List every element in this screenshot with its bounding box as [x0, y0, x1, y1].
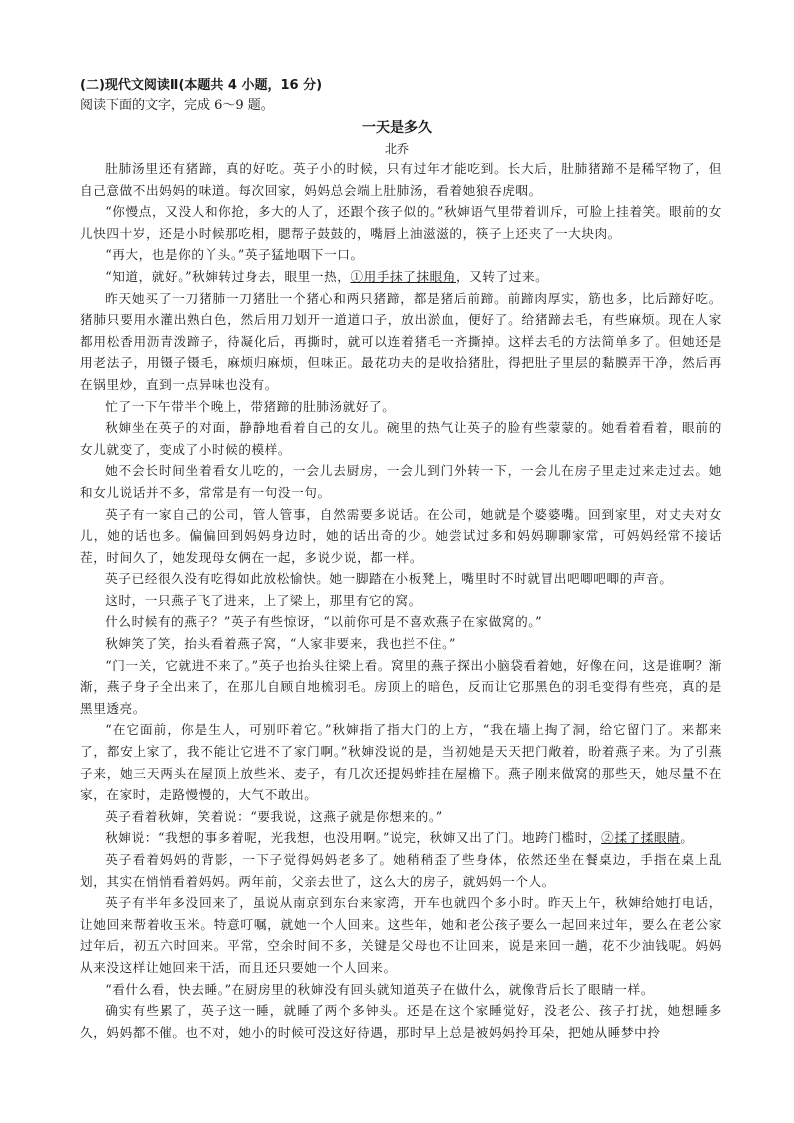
paragraph	[80, 806, 722, 828]
underlined-phrase: ②揉了揉眼睛	[601, 830, 681, 846]
paragraph	[80, 633, 722, 655]
paragraph-text: 这时，一只燕子飞了进来，上了梁上，那里有它的窝。	[105, 592, 422, 608]
paragraph	[80, 504, 722, 569]
paragraph-text: 英子看着秋婶，笑着说：“要我说，这燕子就是你想来的。”	[105, 808, 443, 824]
paragraph-text: “你慢点，又没人和你抢，多大的人了，还跟个孩子似的。”秋婶语气里带着训斥，可脸上挂着笑。眼前的女儿快四十岁，还是小时候那吃相，腮帮子鼓鼓的，嘴唇上油滋滋的，筷子上还夹了一大块肉。	[80, 204, 722, 241]
paragraph	[80, 201, 722, 244]
paragraph-text: 英子有半年多没回来了，虽说从南京到东台来家湾，开车也就四个多小时。昨天上午，秋婶给她打电话，让她回来帮着收玉米。特意叮嘱，就她一个人回来。这些年，她和老公孩子要么一起回来过年，要么在老公家过年后，初五六时回来。平常，空余时间不多，关键是父母也不让回来，说是来回一趟，花不少油钱呢。妈妈从来没这样让她回来干活，而且还只要她一个人回来。	[80, 895, 722, 975]
paragraph-text: 忙了一下午带半个晚上，带猪蹄的肚肺汤就好了。	[105, 398, 396, 414]
story-body	[80, 158, 722, 1043]
paragraph	[80, 611, 722, 633]
reading-instruction: 阅读下面的文字，完成 6～9 题。	[80, 98, 274, 113]
paragraph	[80, 849, 722, 892]
paragraph-text: “在它面前，你是生人，可别吓着它。”秋婶指了指大门的上方，“我在墙上掏了洞，给它留门了。来都来了，都安上家了，我不能让它进不了家门啊。”秋婶没说的是，当初她是天天把门敞着，盼着燕子来。为了引燕子来，她三天两头在屋顶上放些米、麦子，有几次还提妈蚱挂在屋檐下。燕子刚来做窝的那些天，她尽量不在家，在家时，走路慢慢的，大气不敢出。	[80, 722, 722, 803]
paragraph-text: 肚肺汤里还有猪蹄，真的好吃。英子小的时候，只有过年才能吃到。长大后，肚肺猪蹄不是稀罕物了，但自己意做不出妈妈的味道。每次回家，妈妈总会端上肚肺汤，看着她狼吞虎咽。	[80, 161, 722, 198]
paragraph-text: 她不会长时间坐着看女儿吃的，一会儿去厨房，一会儿到门外转一下，一会儿在房子里走过来走过去。她和女儿说话并不多，常常是有一句没一句。	[80, 463, 722, 500]
paragraph	[80, 590, 722, 612]
paragraph	[80, 892, 722, 978]
paragraph	[80, 719, 722, 805]
paragraph	[80, 158, 722, 201]
paragraph-text: 秋婶笑了笑，抬头看着燕子窝，“人家非要来，我也拦不住。”	[105, 636, 457, 652]
paragraph-text: 英子有一家自己的公司，管人管事，自然需要多说话。在公司，她就是个婆婆嘴。回到家里，对丈夫对女儿，她的话也多。偏偏回到妈妈身边时，她的话出奇的少。她尝试过多和妈妈聊聊家常，可妈妈经常不接话茬，时间久了，她发现母女俩在一起，多说少说，都一样。	[80, 506, 722, 565]
paragraph	[80, 396, 722, 418]
paragraph-text: “看什么看，快去睡。”在厨房里的秋婶没有回头就知道英子在做什么，就像背后长了眼睛一样。	[105, 981, 654, 997]
story-title: 一天是多久	[362, 120, 432, 136]
question-header	[80, 76, 740, 116]
paragraph-text: “门一关，它就进不来了。”英子也抬头往梁上看。窝里的燕子探出小脑袋看着她，好像在问，这是谁啊？渐渐，燕子身子全出来了，在那儿自顾自地梳羽毛。房顶上的暗色，反而让它那黑色的羽毛变得有些亮，真的是黑里透亮。	[80, 657, 722, 716]
paragraph-text: 什么时候有的燕子？”英子有些惊讶，“以前你可是不喜欢燕子在家做窝的。”	[105, 614, 543, 630]
paragraph	[80, 460, 722, 503]
paragraph	[80, 417, 722, 460]
paragraph	[80, 288, 722, 396]
story-author: 北乔	[384, 142, 409, 156]
paragraph-text: 昨天她买了一刀猪肺一刀猪肚一个猪心和两只猪蹄，都是猪后前蹄。前蹄肉厚实，筋也多，比后蹄好吃。猪肺只要用水灌出熟白色，然后用刀划开一道道口子，放出淤血，便好了。给猪蹄去毛，有些麻烦。现在人家都用松香用沥青泼蹄子，待凝化后，再撕时，就可以连着猪毛一齐撕掉。这样去毛的方法简单多了。但她还是用老法子，用镊子镊毛，麻烦归麻烦，但味正。最花功夫的是收拾猪肚，得把肚子里层的黏膜弄干净，然后再在锅里炒，直到一点异味也没有。	[80, 290, 722, 392]
paragraph-text: 。	[680, 830, 694, 846]
paragraph-text: “知道，就好。”秋婶转过身去，眼里一热，	[105, 268, 351, 284]
paragraph	[80, 244, 722, 266]
underlined-phrase: ①用手抹了抹眼角	[350, 268, 457, 284]
paragraph	[80, 655, 722, 720]
paragraph	[80, 1000, 722, 1043]
paragraph-text: 秋婶说：“我想的事多着呢，光我想，也没用啊。”说完，秋婶又出了门。地跨门槛时，	[105, 830, 602, 846]
paragraph	[80, 979, 722, 1001]
paragraph	[80, 266, 722, 288]
paragraph	[80, 568, 722, 590]
paragraph-text: ，又转了过来。	[456, 268, 549, 284]
section-title: (二)现代文阅读Ⅱ(本题共 4 小题，16 分)	[80, 78, 323, 93]
paragraph-text: “再大，也是你的丫头。”英子猛地咽下一口。	[105, 247, 364, 263]
paragraph-text: 确实有些累了，英子这一睡，就睡了两个多钟头。还是在这个家睡觉好，没老公、孩子打扰，她想睡多久，妈妈都不催。也不对，她小的时候可没这好待遇，那时早上总是被妈妈拎耳朵，把她从睡梦中拎	[80, 1003, 722, 1040]
paragraph-text: 英子已经很久没有吃得如此放松愉快。她一脚踏在小板凳上，嘴里时不时就冒出吧唧吧唧的声音。	[105, 571, 673, 587]
paragraph	[80, 827, 722, 849]
paragraph-text: 英子看着妈妈的背影，一下子觉得妈妈老多了。她稍稍歪了些身体，依然还坐在餐桌边，手指在桌上乱划，其实在悄悄看着妈妈。两年前，父亲去世了，这么大的房子，就妈妈一个人。	[80, 852, 722, 889]
paragraph-text: 秋婶坐在英子的对面，静静地看着自己的女儿。碗里的热气让英子的脸有些蒙蒙的。她看着看着，眼前的女儿就变了，变成了小时候的模样。	[80, 420, 722, 457]
